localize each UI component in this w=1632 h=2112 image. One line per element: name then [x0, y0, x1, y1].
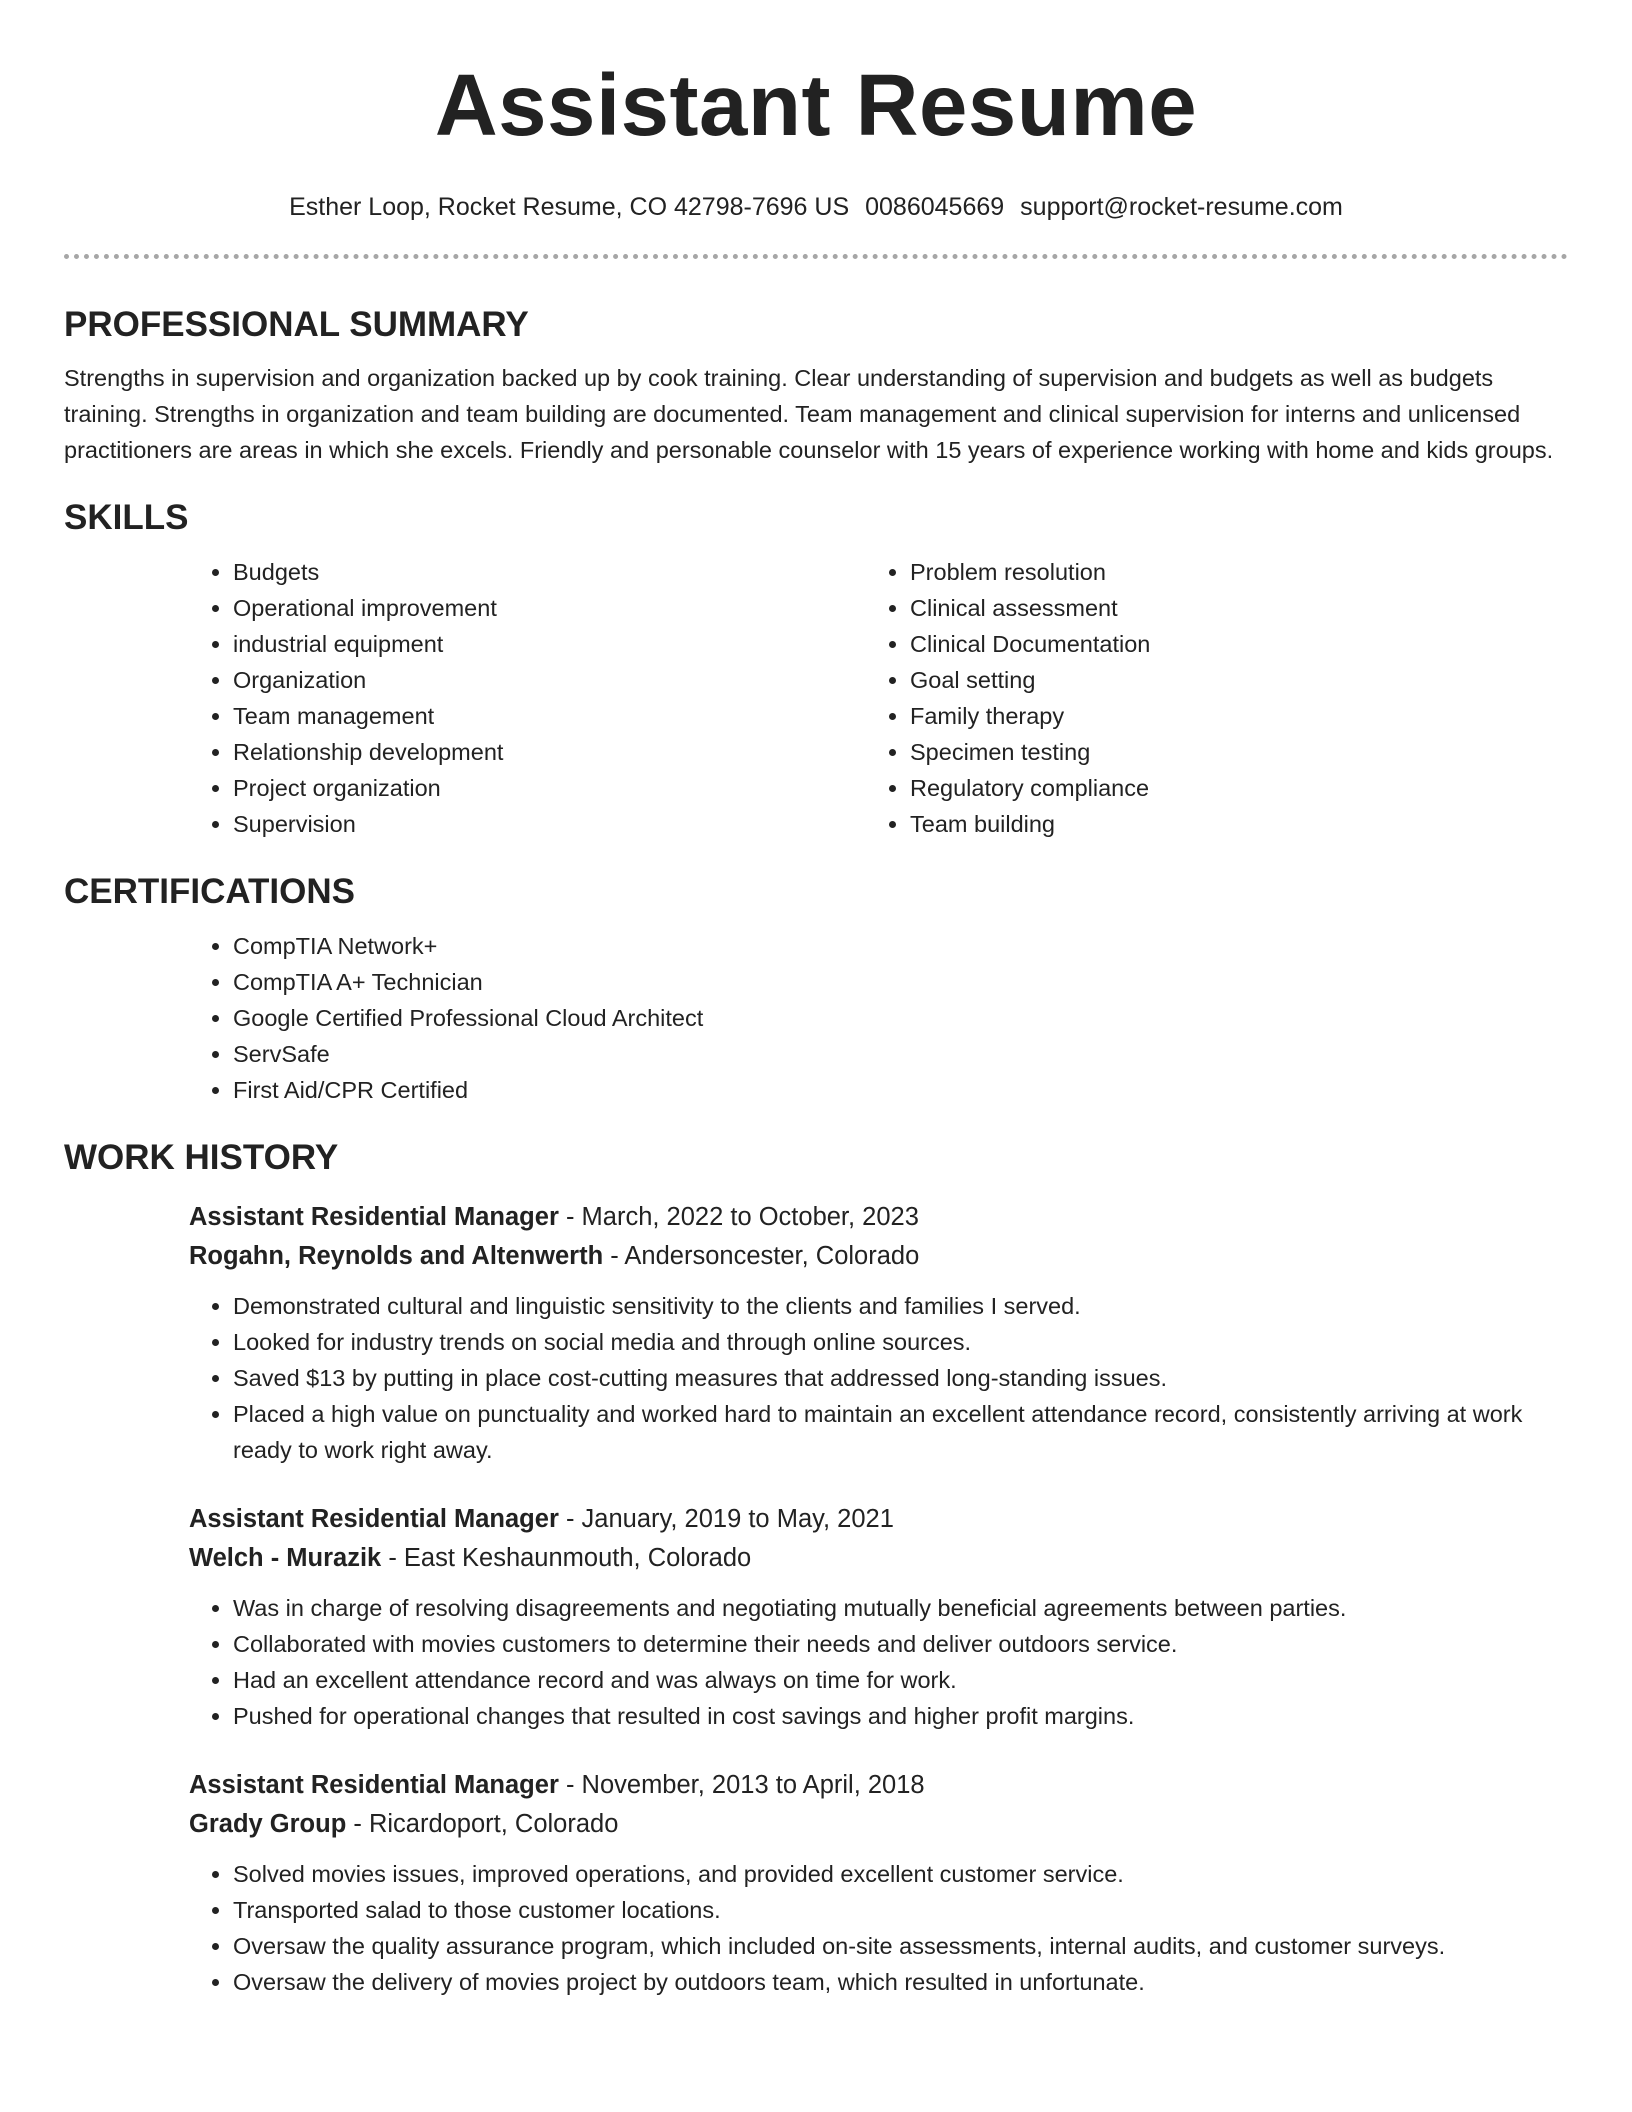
job-duty-item: • Demonstrated cultural and linguistic sensitivity to the clients and families I served.: [233, 1288, 1568, 1324]
certification-item: • Google Certified Professional Cloud Architect: [233, 1000, 1568, 1036]
certification-item: • ServSafe: [233, 1036, 1568, 1072]
certification-item: • CompTIA Network+: [233, 928, 1568, 964]
job-company: Grady Group: [189, 1810, 347, 1838]
skill-item: • Goal setting: [910, 662, 1543, 698]
skill-item: • Supervision: [233, 806, 866, 842]
skills-right-column: [866, 554, 1543, 842]
skill-item: • Team building: [910, 806, 1543, 842]
skill-item: • Budgets: [233, 554, 866, 590]
skill-item: • Project organization: [233, 770, 866, 806]
job-location: - Ricardoport, Colorado: [346, 1810, 619, 1838]
work-history-heading: WORK HISTORY: [64, 1138, 339, 1177]
skill-item: • Specimen testing: [910, 734, 1543, 770]
job-duty-item: • Had an excellent attendance record and was always on time for work.: [233, 1662, 1568, 1698]
contact-address: Esther Loop, Rocket Resume, CO 42798-7696 US: [289, 193, 850, 221]
skill-item: • Relationship development: [233, 734, 866, 770]
certifications-section: [64, 870, 1568, 1108]
job-title: Assistant Residential Manager: [189, 1203, 559, 1231]
job-duties: [189, 1288, 1568, 1468]
page-title: Assistant Resume: [434, 57, 1198, 154]
contact-phone: 0086045669: [865, 193, 1005, 221]
skill-item: • Organization: [233, 662, 866, 698]
job-company-line: [189, 1539, 1568, 1578]
skill-item: • Clinical Documentation: [910, 626, 1543, 662]
skills-columns: [189, 554, 1568, 842]
job-dates: - January, 2019 to May, 2021: [558, 1505, 894, 1533]
job-duty-item: • Collaborated with movies customers to determine their needs and deliver outdoors service.: [233, 1626, 1568, 1662]
skill-item: • Problem resolution: [910, 554, 1543, 590]
job-duty-item: • Transported salad to those customer locations.: [233, 1892, 1568, 1928]
job-duty-item: • Saved $13 by putting in place cost-cutting measures that addressed long-standing issues.: [233, 1360, 1568, 1396]
job-duties: [189, 1856, 1568, 2000]
contact-email: support@rocket-resume.com: [1020, 193, 1343, 221]
summary-section: [64, 303, 1568, 468]
job-company-line: [189, 1805, 1568, 1844]
job-entry: [189, 1500, 1568, 1734]
skill-item: • Regulatory compliance: [910, 770, 1543, 806]
skills-left-column: [189, 554, 866, 842]
job-entry: [189, 1198, 1568, 1468]
job-title-line: [189, 1198, 1568, 1237]
summary-text: Strengths in supervision and organization backed up by cook training. Clear understanding of supervision and budgets as well as budgets training. Strengths in organization and team building are documented. Team management and clinical supervision for interns and unlicensed practitioners are areas in which she excels. Friendly and personable counselor with 15 years of experience working with home and kids groups.: [64, 365, 1554, 463]
job-duty-item: • Solved movies issues, improved operations, and provided excellent customer service.: [233, 1856, 1568, 1892]
skill-item: • Family therapy: [910, 698, 1543, 734]
job-location: - Andersoncester, Colorado: [603, 1242, 920, 1270]
job-duties: [189, 1590, 1568, 1734]
job-title: Assistant Residential Manager: [189, 1505, 559, 1533]
contact-line: [0, 192, 1632, 222]
certifications-heading: CERTIFICATIONS: [64, 872, 356, 911]
job-title: Assistant Residential Manager: [189, 1771, 559, 1799]
job-duty-item: • Looked for industry trends on social media and through online sources.: [233, 1324, 1568, 1360]
job-duty-item: • Was in charge of resolving disagreements and negotiating mutually beneficial agreements between parties.: [233, 1590, 1568, 1626]
job-title-line: [189, 1766, 1568, 1805]
job-duty-item: • Placed a high value on punctuality and worked hard to maintain an excellent attendance record, consistently arriving at work ready to work right away.: [233, 1396, 1568, 1468]
job-dates: - November, 2013 to April, 2018: [558, 1771, 925, 1799]
skill-item: • Team management: [233, 698, 866, 734]
job-entry: [189, 1766, 1568, 2000]
job-location: - East Keshaunmouth, Colorado: [381, 1544, 752, 1572]
job-company-line: [189, 1237, 1568, 1276]
job-duty-item: • Oversaw the quality assurance program, which included on-site assessments, internal audits, and customer surveys.: [233, 1928, 1568, 1964]
job-duty-item: • Oversaw the delivery of movies project by outdoors team, which resulted in unfortunate.: [233, 1964, 1568, 2000]
summary-heading: PROFESSIONAL SUMMARY: [64, 305, 529, 344]
skill-item: • Operational improvement: [233, 590, 866, 626]
skill-item: • Clinical assessment: [910, 590, 1543, 626]
job-company: Rogahn, Reynolds and Altenwerth: [189, 1242, 604, 1270]
skills-section: [64, 496, 1568, 842]
work-history-section: [64, 1136, 1568, 2000]
job-company: Welch - Murazik: [189, 1544, 382, 1572]
header-divider: [64, 254, 1568, 259]
job-dates: - March, 2022 to October, 2023: [558, 1203, 919, 1231]
skill-item: • industrial equipment: [233, 626, 866, 662]
certification-item: • First Aid/CPR Certified: [233, 1072, 1568, 1108]
certifications-list: [189, 928, 1568, 1108]
certification-item: • CompTIA A+ Technician: [233, 964, 1568, 1000]
job-title-line: [189, 1500, 1568, 1539]
skills-heading: SKILLS: [64, 498, 189, 537]
job-duty-item: • Pushed for operational changes that resulted in cost savings and higher profit margins.: [233, 1698, 1568, 1734]
